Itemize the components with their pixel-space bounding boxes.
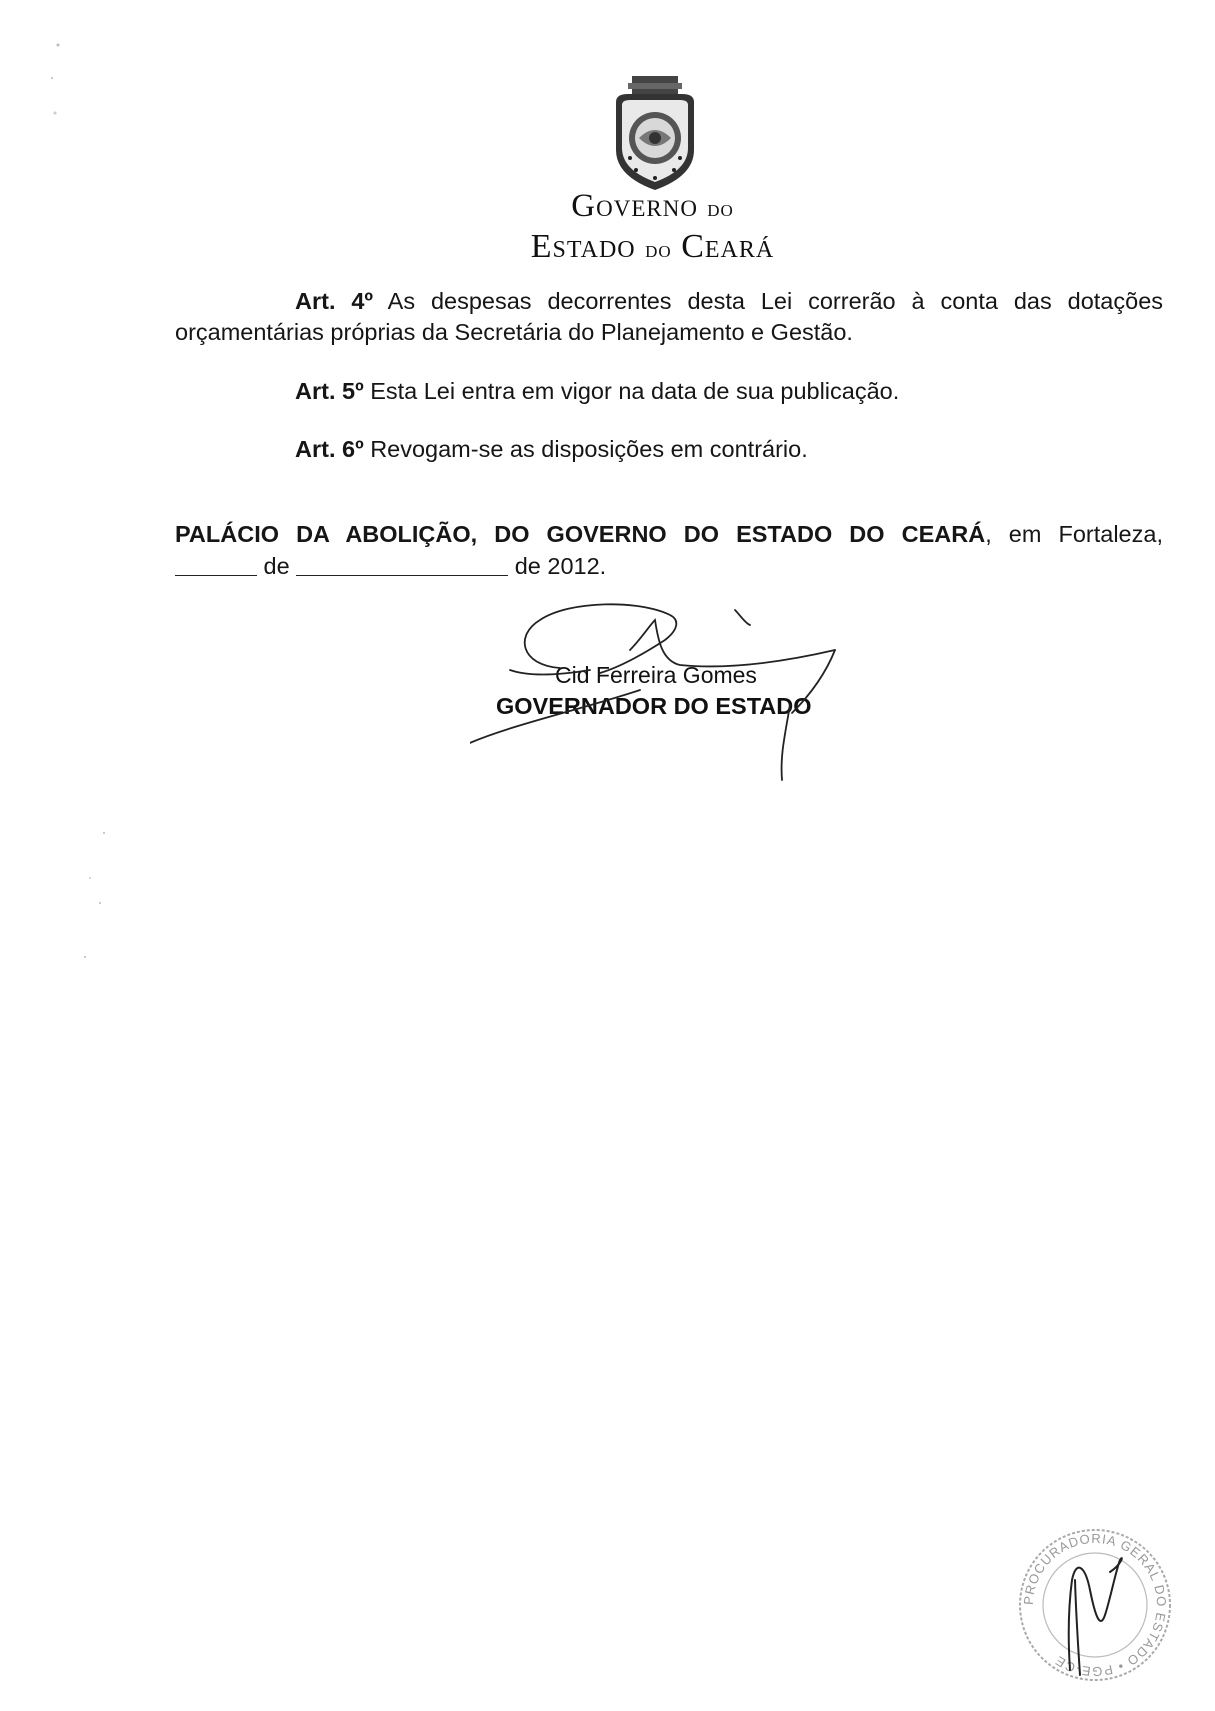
handwritten-signature: [470, 595, 850, 795]
article-6-text: Revogam-se as disposições em contrário.: [370, 436, 808, 462]
article-6-label: Art. 6º: [295, 436, 364, 462]
svg-text:PROCURADORIA GERAL DO ESTADO •: PROCURADORIA GERAL DO ESTADO • PGE-CE: [1020, 1530, 1170, 1680]
date-de: de: [263, 553, 290, 579]
article-4-text-line1: As despesas decorrentes desta Lei correrão à conta das dotações: [387, 288, 1164, 314]
article-4-label: Art. 4º: [295, 288, 374, 314]
date-year: de 2012.: [514, 553, 607, 579]
date-line: [175, 551, 606, 582]
month-blank: [296, 553, 508, 576]
article-5-label: Art. 5º: [295, 378, 364, 404]
palace-name: PALÁCIO DA ABOLIÇÃO, DO GOVERNO DO ESTADO DO CEARÁ: [175, 521, 986, 547]
scan-specks: [0, 0, 120, 1000]
article-4-text-line2: orçamentárias próprias da Secretária do Planejamento e Gestão.: [175, 319, 853, 345]
ceara-coat-of-arms-icon: [606, 72, 704, 194]
procuradoria-stamp: [1010, 1520, 1180, 1690]
government-heading-line1: Governo do: [571, 188, 734, 224]
article-5: [295, 376, 899, 407]
article-4: [175, 286, 1163, 348]
signer-title: GOVERNADOR DO ESTADO: [496, 693, 812, 719]
article-6: [295, 434, 808, 465]
day-blank: [175, 553, 257, 576]
article-5-text: Esta Lei entra em vigor na data de sua publicação.: [370, 378, 900, 404]
closing-place: , em Fortaleza,: [985, 521, 1163, 547]
government-heading-line2: Estado do Ceará: [530, 228, 775, 265]
closing-statement: [175, 519, 1163, 550]
signer-name: Cid Ferreira Gomes: [555, 662, 757, 688]
